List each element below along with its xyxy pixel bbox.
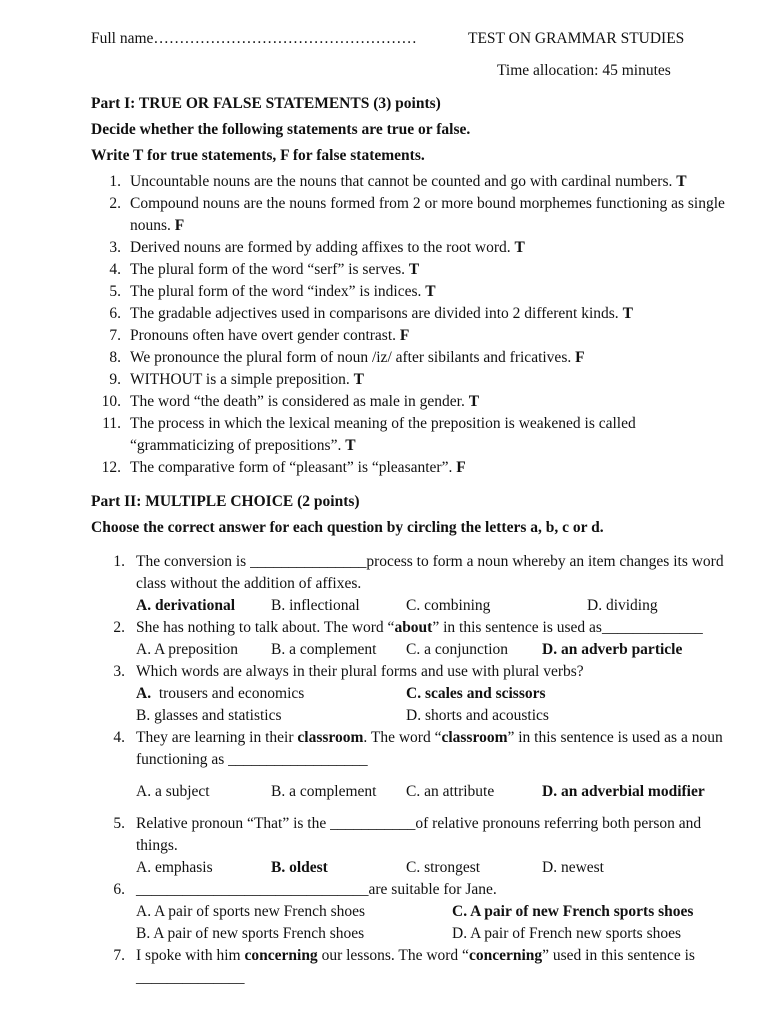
item-text: Derived nouns are formed by adding affixes to the root word.: [130, 239, 511, 256]
question-number: 3.: [113, 663, 125, 680]
item-text: Compound nouns are the nouns formed from 2 or more bound morphemes functioning as single nouns.: [130, 195, 725, 234]
item-answer: T: [676, 173, 687, 190]
tf-item: [91, 457, 738, 479]
item-number: 2.: [109, 195, 121, 212]
item-answer: T: [345, 437, 356, 454]
question-5-options: [91, 857, 738, 879]
part1-section: [91, 93, 738, 479]
question-4-options: [91, 781, 738, 803]
option-b[interactable]: B. inflectional: [271, 597, 360, 614]
question-keyword: about: [394, 619, 433, 636]
item-text: The plural form of the word “index” is indices.: [130, 283, 422, 300]
tf-item: [91, 347, 738, 369]
option-b[interactable]: B. A pair of new sports French shoes: [136, 925, 365, 942]
option-a-letter: A.: [136, 685, 152, 702]
question-2: [91, 617, 738, 639]
question-4: [91, 727, 738, 771]
question-keyword-1: classroom: [297, 729, 364, 746]
item-answer: T: [353, 371, 364, 388]
question-number: 5.: [113, 815, 125, 832]
tf-item: [91, 171, 738, 193]
question-6-options-row2: [91, 923, 738, 945]
item-text: The gradable adjectives used in comparisons are divided into 2 different kinds.: [130, 305, 619, 322]
item-answer: T: [622, 305, 633, 322]
option-a[interactable]: A. derivational: [136, 597, 236, 614]
question-text-mid: our lessons. The word “: [317, 947, 469, 964]
item-number: 3.: [109, 239, 121, 256]
item-number: 12.: [101, 459, 121, 476]
option-d[interactable]: D. shorts and acoustics: [406, 707, 549, 724]
option-c[interactable]: C. scales and scissors: [406, 685, 546, 702]
part2-title: Part II: MULTIPLE CHOICE (2 points): [91, 493, 360, 510]
item-number: 1.: [109, 173, 121, 190]
item-text: Uncountable nouns are the nouns that cannot be counted and go with cardinal numbers.: [130, 173, 673, 190]
question-text-pre: I spoke with him: [136, 947, 245, 964]
option-d[interactable]: D. an adverb particle: [542, 641, 683, 658]
option-b[interactable]: B. glasses and statistics: [136, 707, 282, 724]
question-5: [91, 813, 738, 857]
item-answer: F: [399, 327, 410, 344]
tf-item: [91, 237, 738, 259]
question-text-pre: She has nothing to talk about. The word “: [136, 619, 395, 636]
option-d[interactable]: D. an adverbial modifier: [542, 783, 705, 800]
option-c[interactable]: C. an attribute: [406, 783, 495, 800]
option-a-text: trousers and economics: [151, 685, 305, 702]
option-c[interactable]: C. A pair of new French sports shoes: [452, 903, 694, 920]
question-text: The conversion is _______________process to form a noun whereby an item changes its word class without the addition of affixes.: [136, 553, 724, 592]
question-text-post: ” in this sentence is used as a noun functioning as __________________: [136, 729, 723, 768]
option-c[interactable]: C. a conjunction: [406, 641, 509, 658]
question-6-options-row1: [91, 901, 738, 923]
option-b[interactable]: B. a complement: [271, 783, 377, 800]
item-answer: T: [468, 393, 480, 410]
option-c[interactable]: C. combining: [406, 597, 491, 614]
question-text-post: ” used in this sentence is ______________: [136, 947, 695, 986]
test-title: TEST ON GRAMMAR STUDIES: [468, 30, 685, 47]
question-3-options-row1: [91, 683, 738, 705]
question-1-options: [91, 595, 738, 617]
question-text: Which words are always in their plural forms and use with plural verbs?: [136, 663, 584, 680]
option-a[interactable]: A. emphasis: [136, 859, 213, 876]
option-b[interactable]: B. a complement: [271, 641, 377, 658]
item-answer: F: [174, 217, 185, 234]
question-keyword-2: classroom: [441, 729, 508, 746]
item-text: We pronounce the plural form of noun /iz/ after sibilants and fricatives.: [130, 349, 572, 366]
tf-item: [91, 303, 738, 325]
tf-item: [91, 413, 738, 457]
item-text: The comparative form of “pleasant” is “pleasanter”.: [130, 459, 453, 476]
option-a[interactable]: [136, 683, 304, 705]
item-number: 5.: [109, 283, 121, 300]
question-number: 7.: [113, 947, 125, 964]
question-keyword-1: concerning: [244, 947, 318, 964]
part1-title: Part I: TRUE OR FALSE STATEMENTS (3) points): [91, 95, 441, 112]
question-text-pre: They are learning in their: [136, 729, 298, 746]
part2-instruction: Choose the correct answer for each question by circling the letters a, b, c or d.: [91, 519, 604, 536]
question-number: 4.: [113, 729, 125, 746]
item-number: 6.: [109, 305, 121, 322]
tf-item: [91, 391, 738, 413]
option-a[interactable]: A. A pair of sports new French shoes: [136, 903, 366, 920]
option-d[interactable]: D. A pair of French new sports shoes: [452, 925, 682, 942]
item-number: 8.: [109, 349, 121, 366]
option-d[interactable]: D. newest: [542, 859, 604, 876]
question-7: [91, 945, 738, 989]
part1-instruction-2: Write T for true statements, F for false statements.: [91, 147, 425, 164]
question-number: 1.: [113, 553, 125, 570]
full-name-line: Full name……………………………………………: [91, 30, 417, 47]
question-number: 2.: [113, 619, 125, 636]
option-a[interactable]: A. a subject: [136, 783, 210, 800]
question-text: ______________________________are suitable for Jane.: [136, 881, 497, 898]
question-text: Relative pronoun “That” is the ___________of relative pronouns referring both person and things.: [136, 815, 702, 854]
item-answer: T: [514, 239, 525, 256]
item-answer: T: [408, 261, 420, 278]
item-answer: T: [425, 283, 436, 300]
tf-item: [91, 193, 738, 237]
question-2-options: [91, 639, 738, 661]
item-text: The word “the death” is considered as male in gender.: [130, 393, 465, 410]
question-6: [91, 879, 738, 901]
question-3: [91, 661, 738, 683]
tf-item: [91, 281, 738, 303]
question-1: [91, 551, 738, 595]
item-answer: F: [456, 459, 466, 476]
item-number: 9.: [109, 371, 121, 388]
tf-item: [91, 259, 738, 281]
time-allocation: Time allocation: 45 minutes: [497, 62, 671, 79]
option-d[interactable]: D. dividing: [587, 597, 658, 614]
tf-item: [91, 369, 738, 391]
item-number: 10.: [101, 393, 121, 410]
question-keyword-2: concerning: [468, 947, 543, 964]
question-3-options-row2: [91, 705, 738, 727]
item-text: Pronouns often have overt gender contrast.: [130, 327, 397, 344]
item-text: The plural form of the word “serf” is serves.: [130, 261, 406, 278]
part1-instruction-1: Decide whether the following statements are true or false.: [91, 121, 471, 138]
item-answer: F: [575, 349, 585, 366]
item-number: 7.: [109, 327, 121, 344]
part2-section: [91, 491, 738, 989]
tf-item: [91, 325, 738, 347]
question-text-mid: . The word “: [363, 729, 442, 746]
item-number: 11.: [102, 415, 121, 432]
item-text: The process in which the lexical meaning of the preposition is weakened is called “grammaticizing of prepositions”.: [130, 415, 636, 454]
question-text-post: ” in this sentence is used as_____________: [432, 619, 703, 636]
item-text: WITHOUT is a simple preposition.: [130, 371, 350, 388]
option-a[interactable]: A. A preposition: [136, 641, 239, 658]
option-b[interactable]: B. oldest: [271, 859, 328, 876]
tf-list: [91, 171, 738, 479]
item-number: 4.: [109, 261, 121, 278]
option-c[interactable]: C. strongest: [406, 859, 481, 876]
question-number: 6.: [113, 881, 125, 898]
